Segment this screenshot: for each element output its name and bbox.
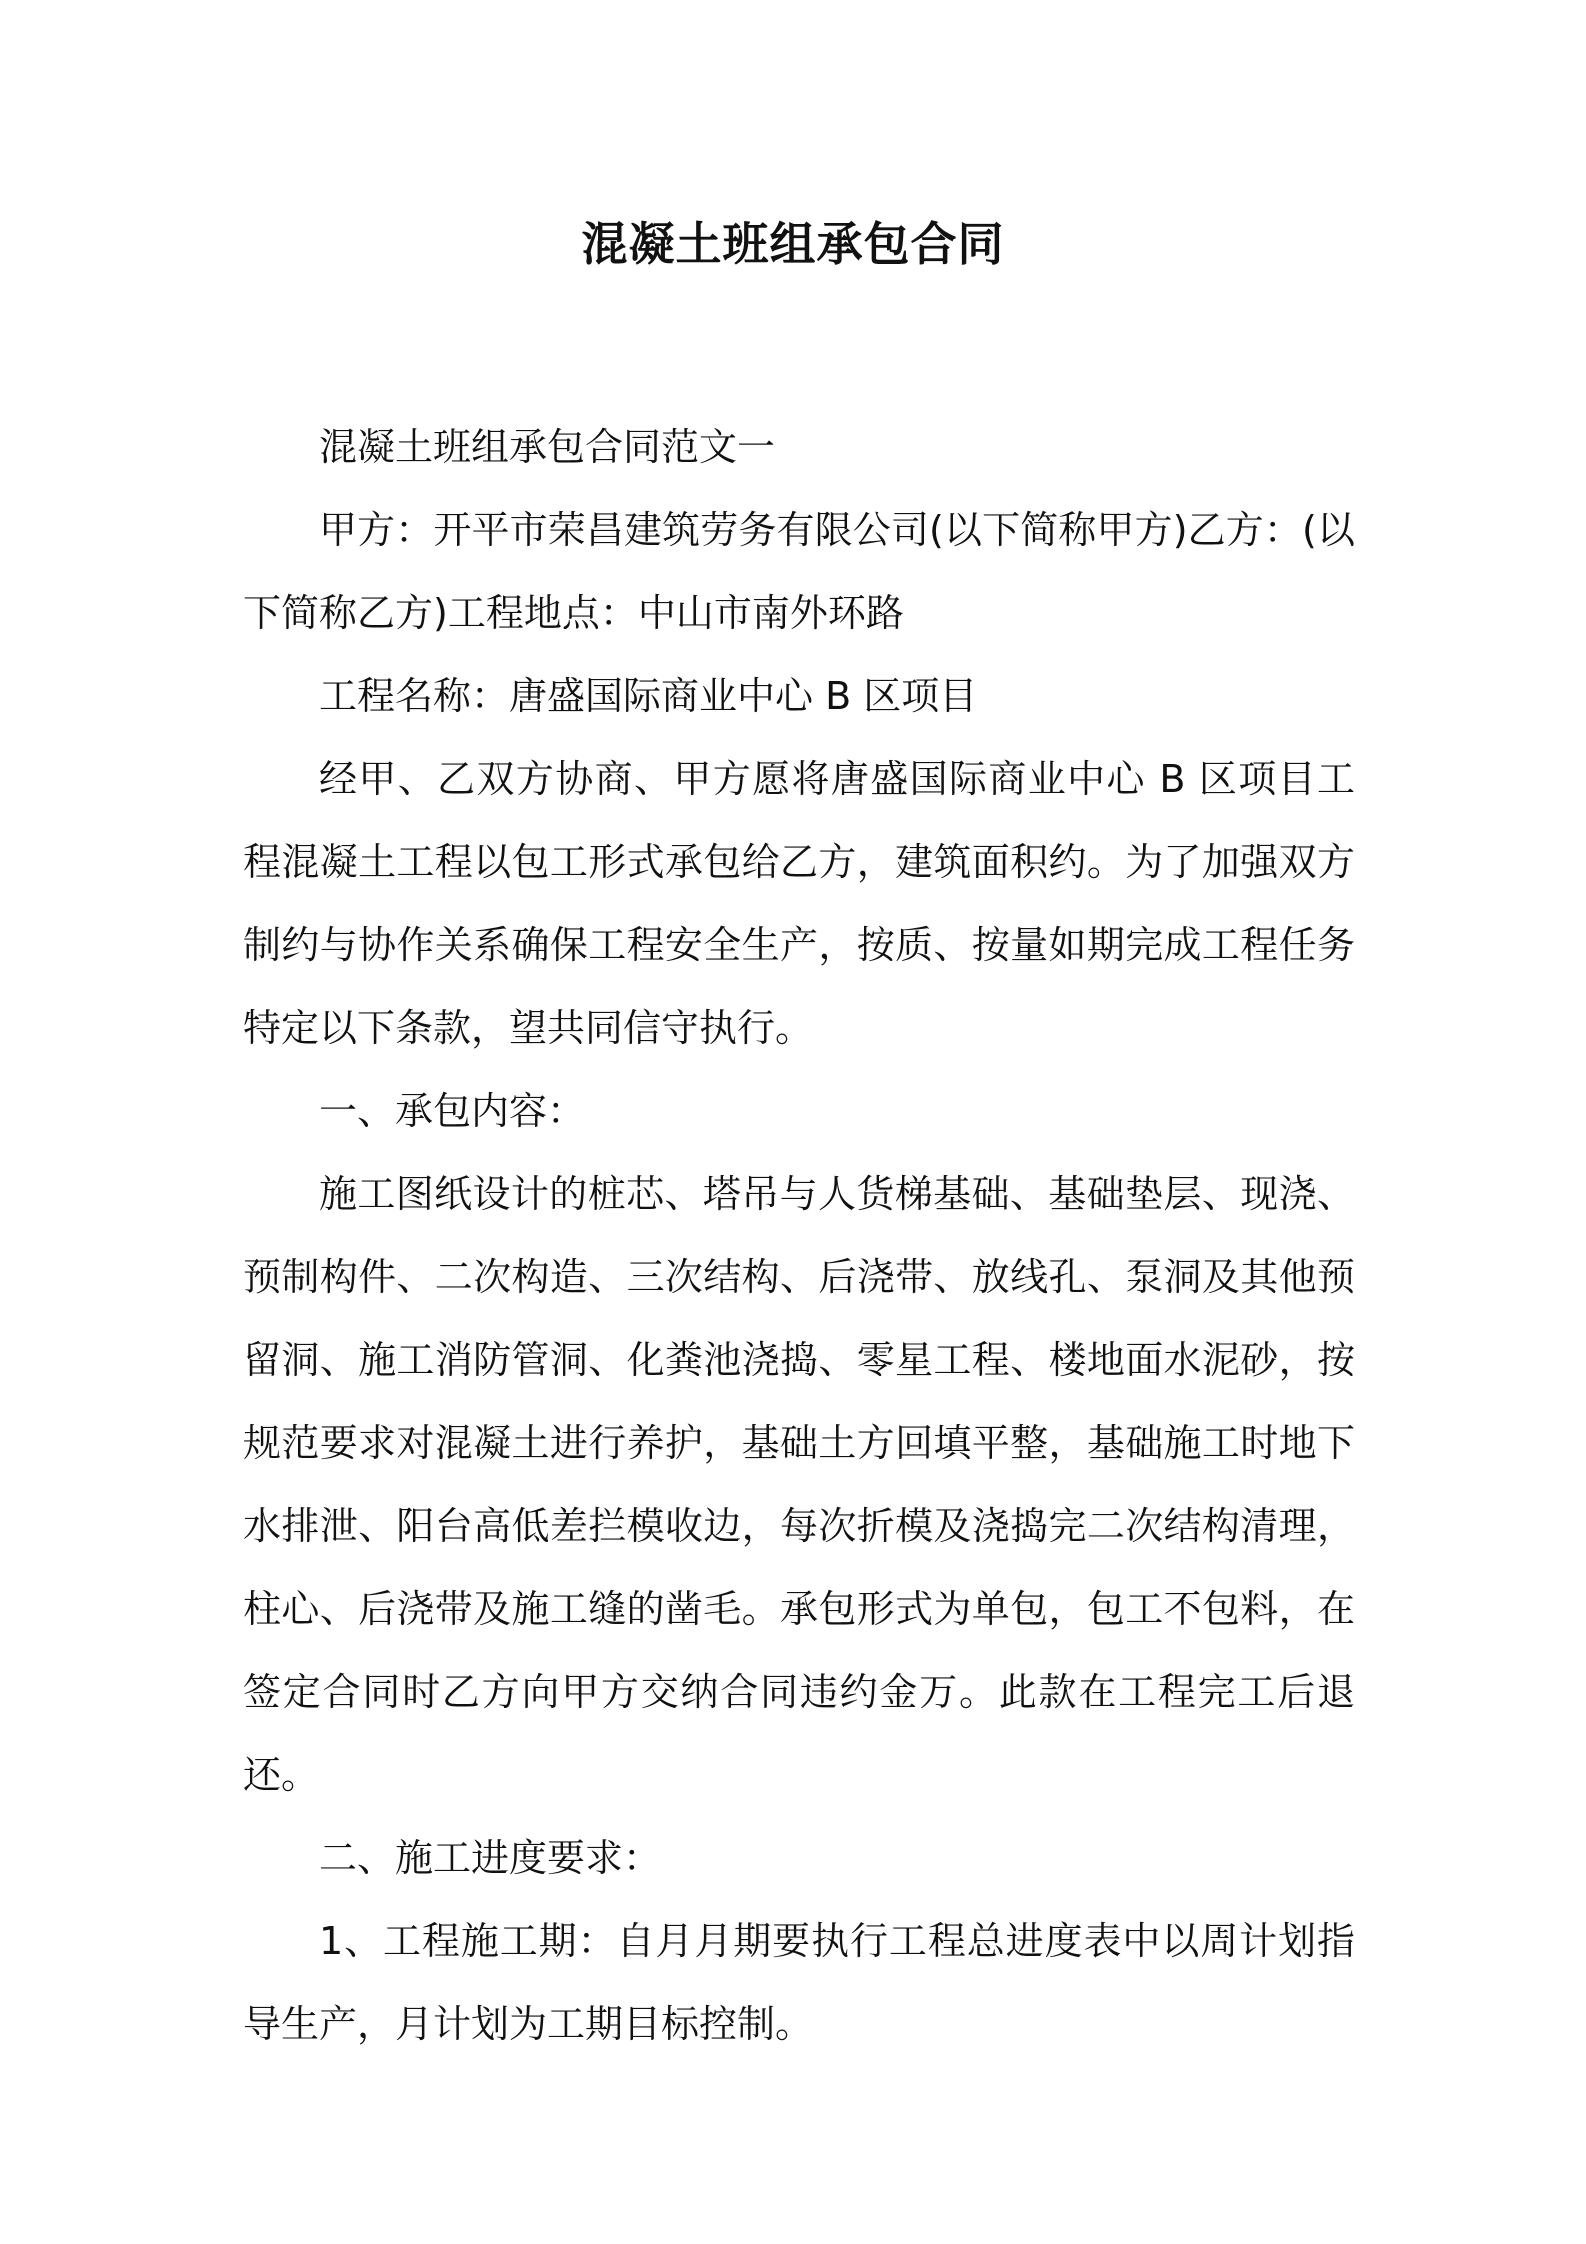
paragraph-preamble: 经甲、乙双方协商、甲方愿将唐盛国际商业中心 B 区项目工程混凝土工程以包工形式承包给乙方，建筑面积约。为了加强双方制约与协作关系确保工程安全生产，按质、按量如期完成工程任务特定以下条款，望共同信守执行。 xyxy=(243,757,1355,1050)
paragraph-subtitle: 混凝土班组承包合同范文一 xyxy=(319,425,776,469)
document-body xyxy=(243,406,1355,2066)
section-heading-contract-content: 一、承包内容： xyxy=(319,1089,586,1133)
section-heading-schedule: 二、施工进度要求： xyxy=(319,1836,662,1880)
document-title: 混凝土班组承包合同 xyxy=(581,217,1005,271)
paragraph-contract-content: 施工图纸设计的桩芯、塔吊与人货梯基础、基础垫层、现浇、预制构件、二次构造、三次结构、后浇带、放线孔、泵洞及其他预留洞、施工消防管洞、化粪池浇捣、零星工程、楼地面水泥砂，按规范要求对混凝土进行养护，基础土方回填平整，基础施工时地下水排泄、阳台高低差拦模收边，每次折模及浇捣完二次结构清理，柱心、后浇带及施工缝的凿毛。承包形式为单包，包工不包料，在签定合同时乙方向甲方交纳合同违约金万。此款在工程完工后退还。 xyxy=(243,1172,1355,1797)
paragraph-schedule-item-1: 1、工程施工期：自月月期要执行工程总进度表中以周计划指导生产，月计划为工期目标控制。 xyxy=(243,1919,1355,2046)
paragraph-parties: 甲方：开平市荣昌建筑劳务有限公司(以下简称甲方)乙方：(以下简称乙方)工程地点：中山市南外环路 xyxy=(243,508,1355,635)
paragraph-project-name: 工程名称：唐盛国际商业中心 B 区项目 xyxy=(319,674,978,718)
